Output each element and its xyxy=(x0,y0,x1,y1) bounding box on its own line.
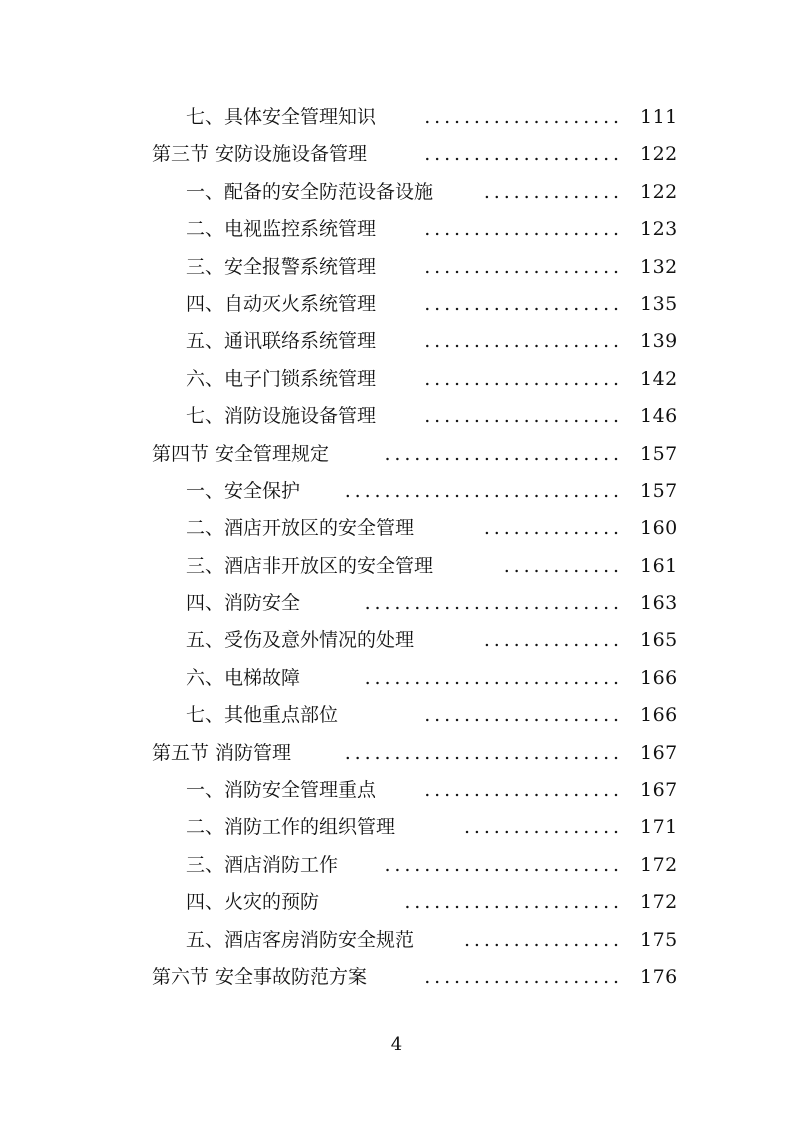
toc-leader-dots: .................... xyxy=(424,330,623,353)
toc-entry[interactable] xyxy=(0,398,793,435)
toc-page-number: 163 xyxy=(640,592,678,615)
toc-page-number: 172 xyxy=(640,891,678,914)
toc-page-number: 167 xyxy=(640,779,678,802)
toc-entry[interactable] xyxy=(0,286,793,323)
toc-entry-label: 第四节 安全管理规定 xyxy=(152,442,330,465)
toc-entry-label: 三、安全报警系统管理 xyxy=(186,255,377,278)
toc-leader-dots: ............................ xyxy=(344,741,623,764)
page-number: 4 xyxy=(390,1034,403,1055)
toc-page-number: 166 xyxy=(640,704,678,727)
toc-page-number: 146 xyxy=(640,405,678,428)
toc-entry[interactable] xyxy=(0,249,793,286)
toc-entry-label: 第五节 消防管理 xyxy=(152,741,292,764)
toc-leader-dots: .................... xyxy=(424,965,623,988)
toc-entry-label: 三、酒店消防工作 xyxy=(186,853,339,876)
toc-entry[interactable] xyxy=(0,847,793,884)
toc-entry-label: 第三节 安防设施设备管理 xyxy=(152,143,368,166)
toc-leader-dots: ............ xyxy=(503,554,623,577)
toc-entry-label: 七、消防设施设备管理 xyxy=(186,405,377,428)
toc-entry[interactable] xyxy=(0,772,793,809)
toc-entry-label: 六、电梯故障 xyxy=(186,666,301,689)
toc-entry[interactable] xyxy=(0,585,793,622)
toc-leader-dots: .................... xyxy=(424,106,623,128)
toc-page-number: 160 xyxy=(640,517,678,540)
toc-leader-dots: .................... xyxy=(424,704,623,727)
toc-leader-dots: .................... xyxy=(424,143,623,166)
toc-page-number: 165 xyxy=(640,629,678,652)
toc-page-number: 135 xyxy=(640,292,678,315)
toc-leader-dots: ................ xyxy=(463,928,623,951)
toc-page-number: 176 xyxy=(640,965,678,988)
toc-leader-dots: .......................... xyxy=(364,666,623,689)
table-of-contents xyxy=(0,99,793,996)
toc-entry-label: 二、消防工作的组织管理 xyxy=(186,816,396,839)
toc-entry-label: 一、配备的安全防范设备设施 xyxy=(186,180,434,203)
toc-entry[interactable] xyxy=(0,323,793,360)
toc-leader-dots: .................... xyxy=(424,218,623,241)
toc-entry-label: 六、电子门锁系统管理 xyxy=(186,367,377,390)
toc-page-number: 166 xyxy=(640,666,678,689)
toc-page-number: 157 xyxy=(640,479,678,502)
toc-entry-label: 四、消防安全 xyxy=(186,592,301,615)
toc-page-number: 111 xyxy=(640,106,678,128)
toc-page-number: 139 xyxy=(640,330,678,353)
toc-entry[interactable] xyxy=(0,922,793,959)
toc-entry-label: 七、具体安全管理知识 xyxy=(186,106,377,128)
toc-page-number: 161 xyxy=(640,554,678,577)
toc-entry-label: 第六节 安全事故防范方案 xyxy=(152,965,368,988)
toc-page-number: 132 xyxy=(640,255,678,278)
toc-leader-dots: ................ xyxy=(463,816,623,839)
toc-page-number: 172 xyxy=(640,853,678,876)
toc-leader-dots: .................... xyxy=(424,292,623,315)
toc-entry[interactable] xyxy=(0,809,793,846)
toc-leader-dots: .................... xyxy=(424,255,623,278)
toc-section-entry[interactable] xyxy=(0,136,793,173)
toc-page-number: 123 xyxy=(640,218,678,241)
toc-entry[interactable] xyxy=(0,622,793,659)
toc-leader-dots: .......................... xyxy=(364,592,623,615)
toc-leader-dots: .................... xyxy=(424,367,623,390)
toc-page-number: 171 xyxy=(640,816,678,839)
toc-leader-dots: ...................... xyxy=(404,891,623,914)
toc-section-entry[interactable] xyxy=(0,735,793,772)
toc-page-number: 175 xyxy=(640,928,678,951)
toc-entry[interactable] xyxy=(0,99,793,136)
toc-entry-label: 一、消防安全管理重点 xyxy=(186,779,377,802)
toc-leader-dots: .............. xyxy=(483,517,623,540)
toc-entry-label: 二、电视监控系统管理 xyxy=(186,218,377,241)
toc-entry-label: 七、其他重点部位 xyxy=(186,704,339,727)
toc-entry-label: 五、受伤及意外情况的处理 xyxy=(186,629,415,652)
toc-entry-label: 一、安全保护 xyxy=(186,479,301,502)
toc-entry-label: 三、酒店非开放区的安全管理 xyxy=(186,554,434,577)
toc-entry-label: 五、通讯联络系统管理 xyxy=(186,330,377,353)
toc-entry-label: 二、酒店开放区的安全管理 xyxy=(186,517,415,540)
toc-leader-dots: .................... xyxy=(424,779,623,802)
toc-entry[interactable] xyxy=(0,697,793,734)
toc-page-number: 122 xyxy=(640,180,678,203)
toc-section-entry[interactable] xyxy=(0,959,793,996)
toc-leader-dots: .................... xyxy=(424,405,623,428)
toc-page-number: 122 xyxy=(640,143,678,166)
toc-page-number: 167 xyxy=(640,741,678,764)
toc-page-number: 157 xyxy=(640,442,678,465)
toc-entry[interactable] xyxy=(0,361,793,398)
toc-leader-dots: ........................ xyxy=(384,442,623,465)
toc-section-entry[interactable] xyxy=(0,436,793,473)
toc-entry[interactable] xyxy=(0,174,793,211)
toc-entry[interactable] xyxy=(0,510,793,547)
toc-entry[interactable] xyxy=(0,884,793,921)
toc-entry-label: 四、火灾的预防 xyxy=(186,891,320,914)
toc-entry[interactable] xyxy=(0,473,793,510)
toc-entry[interactable] xyxy=(0,211,793,248)
toc-entry[interactable] xyxy=(0,660,793,697)
toc-entry-label: 四、自动灭火系统管理 xyxy=(186,292,377,315)
toc-entry-label: 五、酒店客房消防安全规范 xyxy=(186,928,415,951)
toc-leader-dots: .............. xyxy=(483,180,623,203)
toc-entry[interactable] xyxy=(0,548,793,585)
toc-leader-dots: .............. xyxy=(483,629,623,652)
toc-page-number: 142 xyxy=(640,367,678,390)
toc-leader-dots: ........................ xyxy=(384,853,623,876)
toc-leader-dots: ............................ xyxy=(344,479,623,502)
